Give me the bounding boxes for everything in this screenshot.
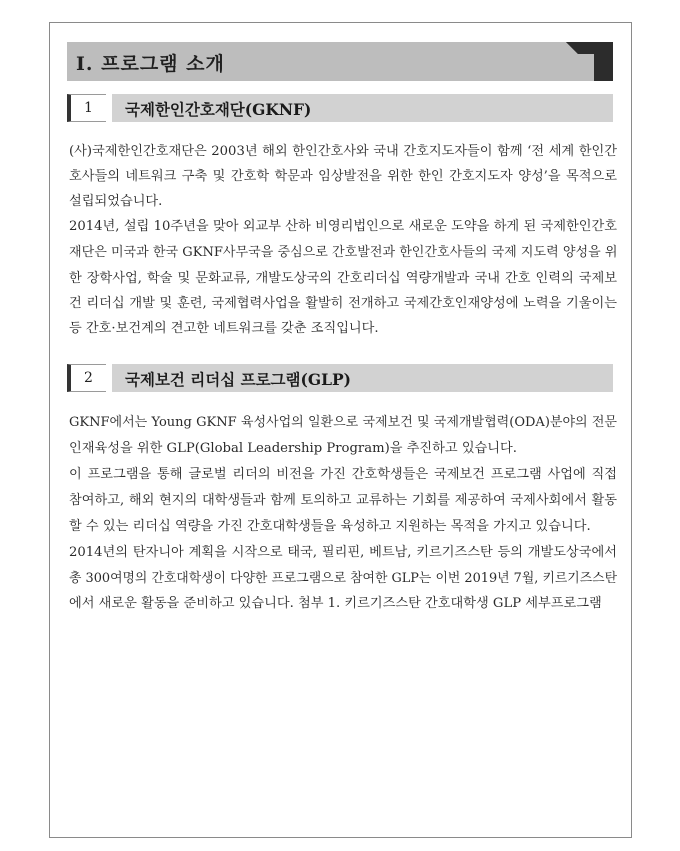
section-2-number: 2 xyxy=(67,364,106,392)
section-2-line: 총 300여명의 간호대학생이 다양한 프로그램으로 참여한 GLP는 이번 2019년 7월, 키르기즈스탄 xyxy=(69,571,617,586)
chapter-title: Ⅰ. 프로그램 소개 xyxy=(76,53,225,75)
section-2-line: GKNF에서는 Young GKNF 육성사업의 일환으로 국제보건 및 국제개발협력(ODA)분야의 전문 xyxy=(69,415,617,430)
section-2-line: 2014년의 탄자니아 계획을 시작으로 태국, 필리핀, 베트남, 키르기즈스탄 등의 개발도상국에서 xyxy=(69,545,617,560)
section-1-header xyxy=(67,94,613,122)
section-1-line: (사)국제한인간호재단은 2003년 해외 한인간호사와 국내 간호지도자들이 함께 ‘전 세계 한인간 xyxy=(69,144,617,159)
section-1-line: 건 리더십 개발 및 훈련, 국제협력사업을 활발히 전개하고 국제간호인재양성에 노력을 기울이는 xyxy=(69,296,617,311)
section-2-line: 이 프로그램을 통해 글로벌 리더의 비전을 가진 간호학생들은 국제보건 프로그램 사업에 직접 xyxy=(69,467,617,482)
section-2-header xyxy=(67,364,613,392)
section-2-line: 인재육성을 위한 GLP(Global Leadership Program)을 추진하고 있습니다. xyxy=(69,441,517,456)
section-1-line: 등 간호·보건계의 견고한 네트워크를 갖춘 조직입니다. xyxy=(69,321,379,336)
section-1-line: 한 장학사업, 학술 및 문화교류, 개발도상국의 간호리더십 역량개발과 국내 간호 인력의 국제보 xyxy=(69,271,617,286)
section-2-line: 에서 새로운 활동을 준비하고 있습니다. 첨부 1. 키르기즈스탄 간호대학생 GLP 세부프로그램 xyxy=(69,596,602,611)
section-1-line: 호사들의 네트워크 구축 및 간호학 학문과 임상발전을 위한 한인 간호지도자 양성’을 목적으로 xyxy=(69,169,617,184)
section-1-line: 설립되었습니다. xyxy=(69,194,163,209)
section-2-title: 국제보건 리더십 프로그램(GLP) xyxy=(125,370,351,389)
section-1-line: 재단은 미국과 한국 GKNF사무국을 중심으로 간호발전과 한인간호사들의 국제 지도력 양성을 위 xyxy=(69,245,618,260)
section-1-number: 1 xyxy=(67,94,106,122)
corner-decoration-icon xyxy=(566,42,613,81)
section-1-line: 2014년, 설립 10주년을 맞아 외교부 산하 비영리법인으로 새로운 도약을 하게 된 국제한인간호 xyxy=(69,219,617,234)
section-2-line: 참여하고, 해외 현지의 대학생들과 함께 토의하고 교류하는 기회를 제공하여 국제사회에서 활동 xyxy=(69,493,617,508)
section-2-line: 할 수 있는 리더십 역량을 가진 간호대학생들을 육성하고 지원하는 목적을 가지고 있습니다. xyxy=(69,519,591,534)
section-1-title: 국제한인간호재단(GKNF) xyxy=(125,100,312,119)
